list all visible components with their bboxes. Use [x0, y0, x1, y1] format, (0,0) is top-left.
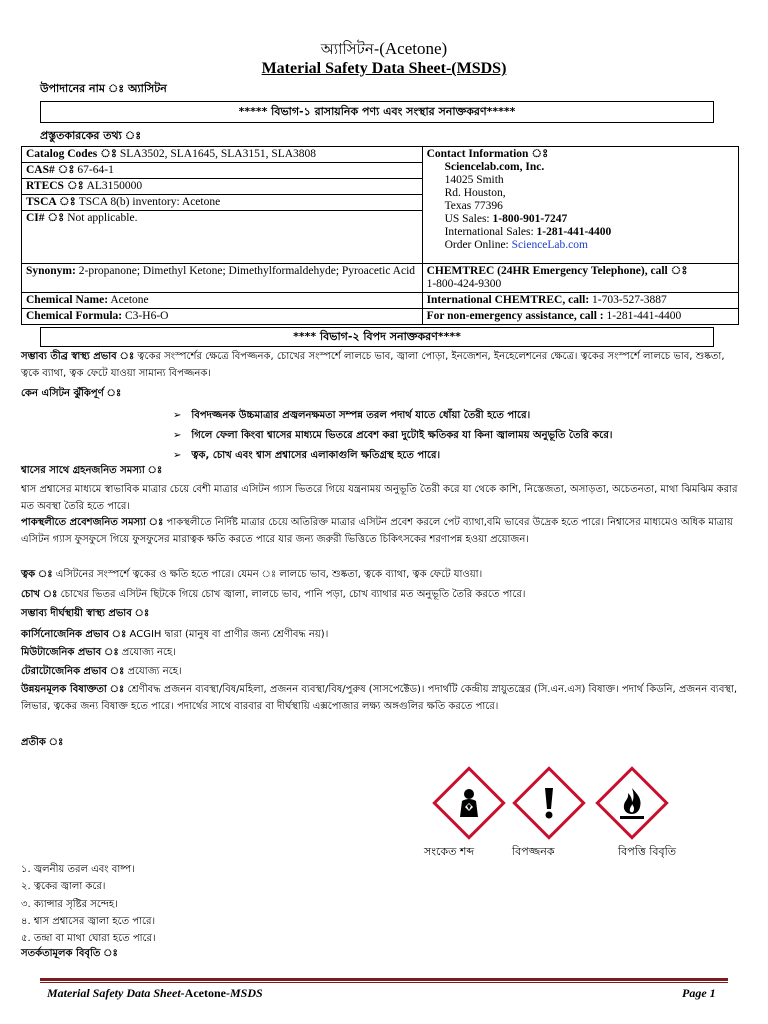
rtecs-cell [22, 179, 423, 195]
formula-label: Chemical Formula: [26, 310, 123, 322]
sciencelab-link[interactable]: ScienceLab.com [511, 239, 588, 251]
signal-word-label: সংকেত শব্দ [424, 845, 475, 858]
hazard-statement-label: বিপত্তি বিবৃতি [618, 845, 677, 858]
eye-label: চোখ ঃ [21, 589, 58, 600]
us-sales-phone: 1-800-901-7247 [492, 213, 568, 225]
chemical-name-cell [22, 293, 423, 309]
health-hazard-icon [451, 785, 487, 821]
developmental-toxicity [21, 682, 743, 715]
ci-label: CI# ঃ [26, 212, 65, 224]
order-online-label: Order Online: [444, 239, 512, 251]
skin-effects [21, 567, 743, 584]
why-risky-label: কেন এসিটন ঝুঁকিপূর্ণ ঃ [21, 388, 122, 399]
chemtrec-phone: 1-800-424-9300 [426, 278, 502, 290]
manufacturer-info-label: প্রস্তুতকারকের তথ্য ঃ [40, 129, 142, 142]
hazard-item: ২. ত্বকের জ্বালা করে। [21, 881, 106, 893]
catalog-cell [22, 147, 423, 163]
skin-label: ত্বক ঃ [21, 569, 53, 580]
address-line-1: 14025 Smith [444, 174, 504, 186]
section1-heading: ***** বিভাগ-১ রাসায়নিক পণ্য এবং সংস্থার সনাক্তকরণ***** [40, 101, 714, 123]
section2-heading: **** বিভাগ-২ বিপদ সনাক্তকরণ**** [40, 327, 714, 347]
cas-value: 67-64-1 [74, 164, 114, 176]
us-sales-label: US Sales: [444, 213, 493, 225]
risk-bullet: ➢ বিপদজ্জনক উচ্চমাত্রার প্রজ্বলনক্ষমতা সম্পন্ন তরল পদার্থ যাতে ধোঁয়া তৈরী হতে পারে। [173, 410, 531, 421]
skin-text: এসিটনের সংস্পর্শে ত্বকের ও ক্ষতি হতে পারে। যেমন ঃ লালচে ভাব, শুষ্কতা, ত্বকে ব্যাথা, ত্বক ফেটে যাওয়া। [52, 569, 483, 580]
cas-label: CAS# ঃ [26, 164, 75, 176]
risk-bullet-text: গিলে ফেলা কিংবা শ্বাসের মাধ্যমে ভিতরে প্রবেশ করা দুটোই ক্ষতিকর যা কিনা জ্বালাময় অনুভূতি তৈরি করে। [191, 430, 613, 441]
danger-label: বিপজ্জনক [512, 845, 555, 858]
ci-cell [22, 211, 423, 264]
chemtrec-label: CHEMTREC (24HR Emergency Telephone), call ঃ [426, 265, 688, 277]
intl-chemtrec-cell [422, 293, 738, 309]
formula-cell [22, 309, 423, 325]
footer-rule [40, 978, 728, 981]
address-line-2: Rd. Houston, [444, 187, 506, 199]
title-bn: অ্যাসিটন- [320, 40, 380, 58]
risk-bullet: ➢ ত্বক, চোখ এবং শ্বাস প্রশ্বাসের এলাকাগুলি ক্ষতিগ্রস্থ হতে পারে। [173, 450, 441, 461]
tsca-value: TSCA 8(b) inventory: Acetone [75, 196, 221, 208]
cas-cell [22, 163, 423, 179]
intl-chemtrec-phone: 1-703-527-3887 [589, 294, 667, 306]
catalog-value: SLA3502, SLA1645, SLA3151, SLA3808 [117, 148, 317, 160]
chemical-name-label: Chemical Name: [26, 294, 109, 306]
mutagenic-effects [21, 645, 743, 662]
chemtrec-cell [422, 264, 738, 293]
chronic-label: সম্ভাব্য দীর্ঘস্থায়ী স্বাস্থ্য প্রভাব ঃ [21, 608, 150, 619]
inhale-text: শ্বাস প্রশ্বাসের মাধ্যমে স্বাভাবিক মাত্রার চেয়ে বেশী মাত্রার এসিটন গ্যাস ভিতরে গিয়ে যন্ত্রনাময় অনুভূতি তৈরী করে যা থেকে কাশি, নিস্তেজতা, অসাড়তা, অচেতনতা, মাথা ঝিমঝিম করার মত অবস্থা তৈরি হতে পারে। [21, 484, 738, 512]
flame-icon [614, 785, 650, 821]
footer-title-chemical: Acetone [184, 986, 226, 1000]
product-name: উপাদানের নাম ঃ অ্যাসিটন [40, 82, 167, 95]
eye-effects [21, 587, 743, 604]
acute-label: সম্ভাব্য তীব্র স্বাস্থ্য প্রভাব ঃ [21, 351, 135, 362]
footer-title-suffix: -MSDS [225, 986, 263, 1000]
exclamation-pictogram [512, 766, 586, 840]
info-table [21, 146, 739, 325]
carcinogenic-effects [21, 627, 743, 644]
flammable-pictogram [595, 766, 669, 840]
precaution-label: সতর্কতামূলক বিবৃতি ঃ [21, 948, 118, 959]
acute-effects [21, 349, 743, 382]
synonym-label: Synonym: [26, 265, 76, 277]
tsca-label: TSCA ঃ [26, 196, 76, 208]
teratogenic-text: প্রযোজ্য নহে। [124, 666, 182, 677]
teratogenic-effects [21, 664, 743, 681]
synonym-cell [22, 264, 423, 293]
intl-chemtrec-label: International CHEMTREC, call: [426, 294, 590, 306]
intl-sales [445, 226, 734, 239]
inhale-label: শ্বাসের সাথে গ্রহনজনিত সমস্যা ঃ [21, 465, 163, 476]
footer-title-prefix: Material Safety Data Sheet- [47, 986, 185, 1000]
footer-rule-thin [40, 982, 728, 983]
intl-sales-label: International Sales: [444, 226, 537, 238]
exclamation-icon [534, 785, 564, 821]
acute-text: ত্বকের সংস্পর্শের ক্ষেত্রে বিপজ্জনক, চোখের সংস্পর্শে লালচে ভাব, জ্বালা পোড়া, ইনজেশন, ইনহেলেশনের ক্ষেত্রে। ত্বকের সংস্পর্শে লালচে ভাব, শুষ্কতা, ত্বকে ব্যাথা, ত্বক ফেটে যাওয়া সামান্য বিপজ্জনক। [21, 351, 725, 379]
us-sales [445, 213, 734, 226]
digestion-label: পাকস্থলীতে প্রবেশজনিত সমস্যা ঃ [21, 517, 164, 528]
hazard-item: ১. জ্বলনীয় তরল এবং বাষ্প। [21, 864, 135, 875]
contact-label: Contact Information ঃ [426, 148, 549, 160]
address-line-3: Texas 77396 [444, 200, 503, 212]
tsca-cell [22, 195, 423, 211]
company-name: Sciencelab.com, Inc. [444, 161, 545, 173]
intl-sales-phone: 1-281-441-4400 [536, 226, 612, 238]
digestion-text: পাকস্থলীতে নির্দিষ্ট মাত্রার চেয়ে অতিরিক্ত মাত্রার এসিটন প্রবেশ করলে পেট ব্যাথা,বমি ভাবের উদ্রেক হতে পারে। নিশ্বাসের মাধ্যমেও অধিক মাত্রায় এসিটন গ্যাস ফুসফুসে গিয়ে ফুসফুসের মারাত্বক ক্ষতি করতে পারে যার জন্য জরুরী ভিত্তিতে চিকিৎসকের শরণাপন্ন হওয়া প্রয়োজন। [21, 517, 733, 545]
hazard-list [21, 861, 156, 947]
page-number: Page 1 [682, 986, 716, 1000]
carcinogenic-label: কার্সিনোজেনিক প্রভাব ঃ [21, 629, 127, 640]
catalog-label: Catalog Codes ঃ [26, 148, 118, 160]
formula-value: C3-H6-O [122, 310, 169, 322]
footer-title [47, 986, 263, 1001]
hazard-item: ৪. শ্বাস প্রশ্বাসের জ্বালা হতে পারে। [21, 915, 156, 927]
chemical-name-value: Acetone [108, 294, 149, 306]
risk-bullet-text: বিপদজ্জনক উচ্চমাত্রার প্রজ্বলনক্ষমতা সম্পন্ন তরল পদার্থ যাতে ধোঁয়া তৈরী হতে পারে। [191, 410, 531, 421]
hazard-item: ৩. ক্যান্সার সৃষ্টির সন্দেহ। [21, 898, 118, 910]
devtox-label: উন্নয়নমূলক বিষাক্ততা ঃ [21, 684, 125, 695]
risk-bullets [173, 408, 733, 468]
eye-text: চোখের ভিতর এসিটন ছিটকে গিয়ে চোখ জ্বালা, লালচে ভাব, পানি পড়া, চোখ ব্যাথার মত অনুভূতি তৈরি করতে পারে। [57, 589, 526, 600]
risk-bullet: ➢ গিলে ফেলা কিংবা শ্বাসের মাধ্যমে ভিতরে প্রবেশ করা দুটোই ক্ষতিকর যা কিনা জ্বালাময় অনুভূতি তৈরি করে। [173, 430, 613, 441]
synonym-value: 2-propanone; Dimethyl Ketone; Dimethylformaldehyde; Pyroacetic Acid [75, 265, 416, 277]
teratogenic-label: টেরাটোজেনিক প্রভাব ঃ [21, 666, 125, 677]
ci-value: Not applicable. [64, 212, 138, 224]
mutagenic-label: মিউটাজেনিক প্রভাব ঃ [21, 647, 119, 658]
devtox-text: শ্রেণীবদ্ধ প্রজনন ব্যবস্থা/বিষ/মহিলা, প্রজনন ব্যবস্থা/বিষ/পুরুষ (সাসপেক্টেড)। পদার্থটি কেন্দ্রীয় স্নায়ুতন্ত্রের (সি.এন.এস) বিষাক্ত। পদার্থ কিডনি, প্রজনন ব্যবস্থা, লিভার, ত্বকের জন্য বিষাক্ত হতে পারে। পদার্থের সাথে বারবার বা দীর্ঘস্থায়ি এক্সপোজার লক্ষ্য অঙ্গগুলির ক্ষতি করতে পারে। [21, 684, 738, 712]
nonemergency-cell [422, 309, 738, 325]
digestion-effects [21, 515, 743, 548]
nonemergency-phone: 1-281-441-4400 [603, 310, 682, 322]
title-en: (Acetone) [379, 39, 448, 58]
mutagenic-text: প্রযোজ্য নহে। [118, 647, 176, 658]
symbol-label: প্রতীক ঃ [21, 737, 64, 748]
contact-cell [422, 147, 738, 264]
health-hazard-pictogram [432, 766, 506, 840]
rtecs-value: AL3150000 [83, 180, 143, 192]
order-online [445, 239, 734, 252]
risk-bullet-text: ত্বক, চোখ এবং শ্বাস প্রশ্বাসের এলাকাগুলি ক্ষতিগ্রস্থ হতে পারে। [191, 450, 441, 461]
hazard-item: ৫. তন্দ্রা বা মাথা ঘোরা হতে পারে। [21, 933, 156, 945]
rtecs-label: RTECS ঃ [26, 180, 84, 192]
carcinogenic-text: ACGIH দ্বারা (মানুষ বা প্রাণীর জন্য শ্রেণীবদ্ধ নয়)। [126, 629, 329, 640]
nonemergency-label: For non-emergency assistance, call : [426, 310, 604, 322]
document-subtitle: Material Safety Data Sheet-(MSDS) [261, 60, 507, 77]
